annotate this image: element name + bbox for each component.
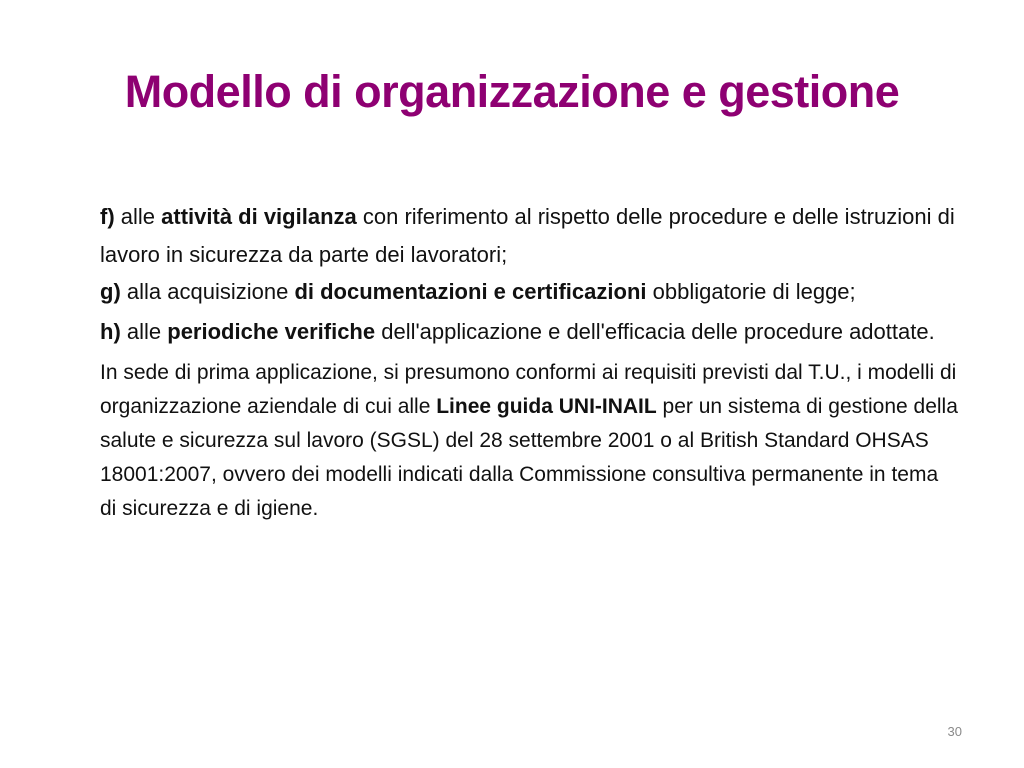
item-letter: h): [100, 319, 121, 344]
slide-body: [100, 198, 960, 528]
note-paragraph: [100, 356, 960, 526]
note-text-pre: In sede di prima applicazione, si presumono conformi ai requisiti previsti dal T.U., i modelli di organizzazione aziendale di cui alle: [100, 361, 957, 418]
item-text-pre: alle: [120, 319, 168, 344]
item-text-bold: di documentazioni e certificazioni: [294, 279, 647, 304]
note-text-bold: Linee guida UNI-INAIL: [436, 395, 657, 418]
list-item-h: [100, 316, 960, 348]
item-text-bold: attività di vigilanza: [161, 204, 357, 229]
item-text-post: con riferimento al rispetto delle procedure e delle istruzioni di lavoro in sicurezza da parte dei lavoratori;: [100, 204, 955, 267]
list-item-f: [100, 198, 960, 274]
item-text-pre: alla acquisizione: [120, 279, 295, 304]
note-text-post: per un sistema di gestione della salute e sicurezza sul lavoro (SGSL) del 28 settembre 2001 o al British Standard OHSAS 18001:2007, ovvero dei modelli indicati dalla Commissione consultiva permanente in tema di sicurezza e di igiene.: [100, 395, 958, 520]
item-text-pre: alle: [114, 204, 162, 229]
slide-title: Modello di organizzazione e gestione: [124, 66, 900, 117]
item-letter: g): [100, 279, 121, 304]
list-item-g: [100, 276, 960, 308]
slide-number: 30: [947, 724, 962, 739]
item-text-post: obbligatorie di legge;: [646, 279, 856, 304]
item-text-bold: periodiche verifiche: [167, 319, 376, 344]
item-letter: f): [100, 204, 115, 229]
item-text-post: dell'applicazione e dell'efficacia delle procedure adottate.: [375, 319, 935, 344]
